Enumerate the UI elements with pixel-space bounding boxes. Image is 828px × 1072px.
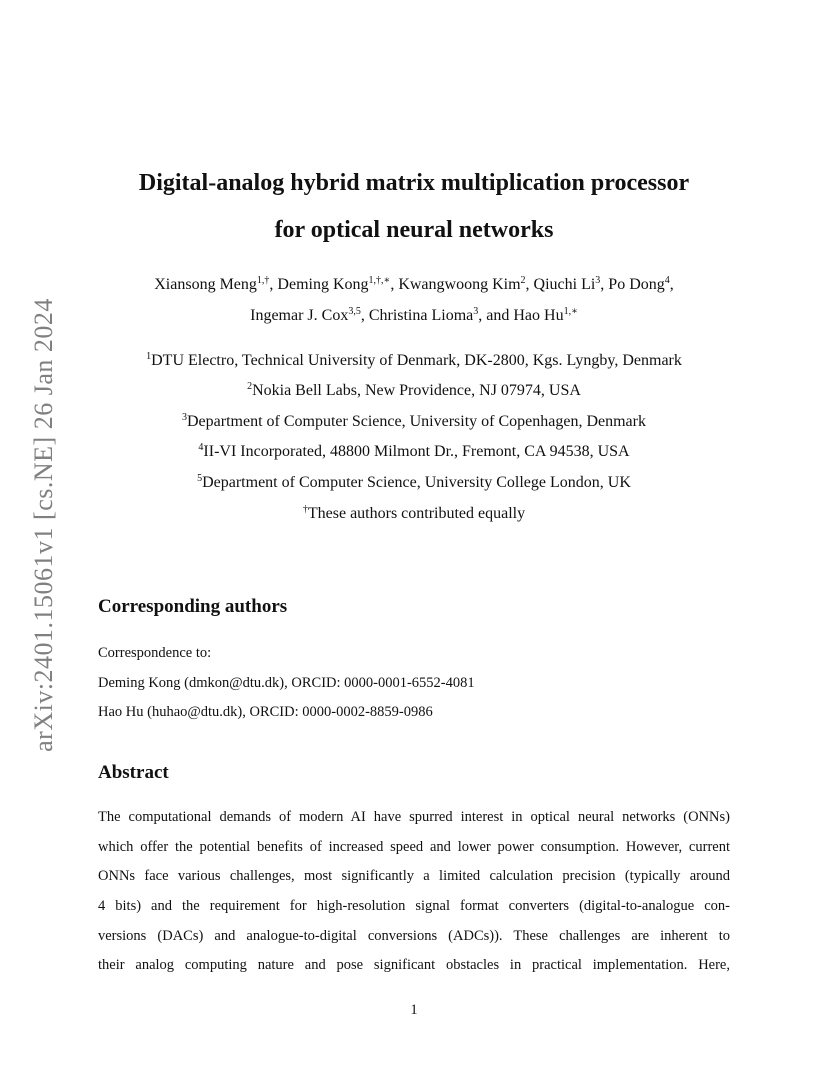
affiliation-text: These authors contributed equally	[307, 505, 526, 522]
abstract-line: 4 bits) and the requirement for high-resolution signal format converters (digital-to-analogue con-	[98, 898, 730, 914]
page-number: 1	[410, 1002, 418, 1018]
corresponding-authors-heading: Corresponding authors	[98, 596, 288, 617]
author-name: Kwangwoong Kim	[398, 276, 521, 293]
corresponding-author-line: Deming Kong (dmkon@dtu.dk), ORCID: 0000-0001-6552-4081	[98, 675, 475, 691]
author-name: Christina Lioma	[368, 307, 474, 324]
author-name: Hao Hu	[513, 307, 564, 324]
affiliation-1	[0, 352, 828, 370]
affiliation-text: Department of Computer Science, University of Copenhagen, Denmark	[187, 413, 646, 430]
author-name: Deming Kong	[277, 276, 369, 293]
affiliation-text: II-VI Incorporated, 48800 Milmont Dr., Fremont, CA 94538, USA	[203, 443, 630, 460]
affiliation-mark: 5	[197, 473, 203, 484]
author-affiliation-marks: 2	[520, 275, 526, 286]
author-name: Ingemar J. Cox	[250, 307, 349, 324]
abstract-line: their analog computing nature and pose significant obstacles in practical implementation. Here,	[98, 957, 730, 973]
affiliation-2	[0, 382, 828, 400]
affiliation-5	[0, 474, 828, 492]
author-affiliation-marks: 3,5	[348, 306, 361, 317]
author-affiliation-marks: 4	[664, 275, 670, 286]
author-affiliation-marks: 1,†	[256, 275, 270, 286]
author-affiliation-marks: 1,∗	[563, 306, 578, 317]
abstract-line: The computational demands of modern AI have spurred interest in optical neural networks (ONNs)	[98, 809, 730, 825]
affiliation-4	[0, 443, 828, 461]
author-affiliation-marks: 3	[595, 275, 601, 286]
affiliation-text: Department of Computer Science, University College London, UK	[202, 474, 631, 491]
arxiv-identifier-stamp: arXiv:2401.15061v1 [cs.NE] 26 Jan 2024	[29, 298, 58, 752]
affiliation-3	[0, 413, 828, 431]
abstract-line: versions (DACs) and analogue-to-digital conversions (ADCs)). These challenges are inherent to	[98, 928, 730, 944]
author-list-line-2: Ingemar J. Cox$^{3,5}$, Christina Lioma$^3$, and Hao $Hu^{1,∗}$	[250, 306, 578, 324]
abstract-line: ONNs face various challenges, most significantly a limited calculation precision (typically around	[98, 868, 730, 884]
paper-title-line-2: for optical neural networks	[274, 217, 554, 243]
affiliation-mark: 4	[198, 442, 204, 453]
author-name: Qiuchi Li	[533, 276, 596, 293]
affiliation-mark: †	[302, 504, 308, 515]
affiliation-mark: 3	[182, 412, 187, 423]
correspondence-intro: Correspondence to:	[98, 645, 212, 661]
author-affiliation-marks: 3	[473, 306, 479, 317]
author-list-line-1: Xiansong Meng$^{1,\dagger}$, Deming Kong$^{1,\dagger,∗}$, Kwangwoong Kim$^2$, Qiuchi Li$^3$, Po Dong$^4$,	[154, 275, 674, 293]
author-name: Xiansong Meng	[154, 276, 257, 293]
author-name: Po Dong	[608, 276, 665, 293]
equal-contribution-note	[0, 505, 828, 523]
corresponding-author-line: Hao Hu (huhao@dtu.dk), ORCID: 0000-0002-8859-0986	[98, 704, 433, 720]
affiliation-mark: 1	[146, 351, 152, 362]
abstract-heading: Abstract	[98, 762, 169, 783]
author-connector: and	[486, 307, 510, 324]
abstract-line: which offer the potential benefits of increased speed and lower power consumption. However, current	[98, 839, 730, 855]
affiliation-mark: 2	[247, 381, 253, 392]
affiliation-text: Nokia Bell Labs, New Providence, NJ 07974, USA	[252, 382, 581, 399]
author-affiliation-marks: 1,†,∗	[368, 275, 391, 286]
paper-title-line-1: Digital-analog hybrid matrix multiplication processor	[138, 170, 690, 196]
affiliation-text: DTU Electro, Technical University of Denmark, DK-2800, Kgs. Lyngby, Denmark	[151, 352, 682, 369]
